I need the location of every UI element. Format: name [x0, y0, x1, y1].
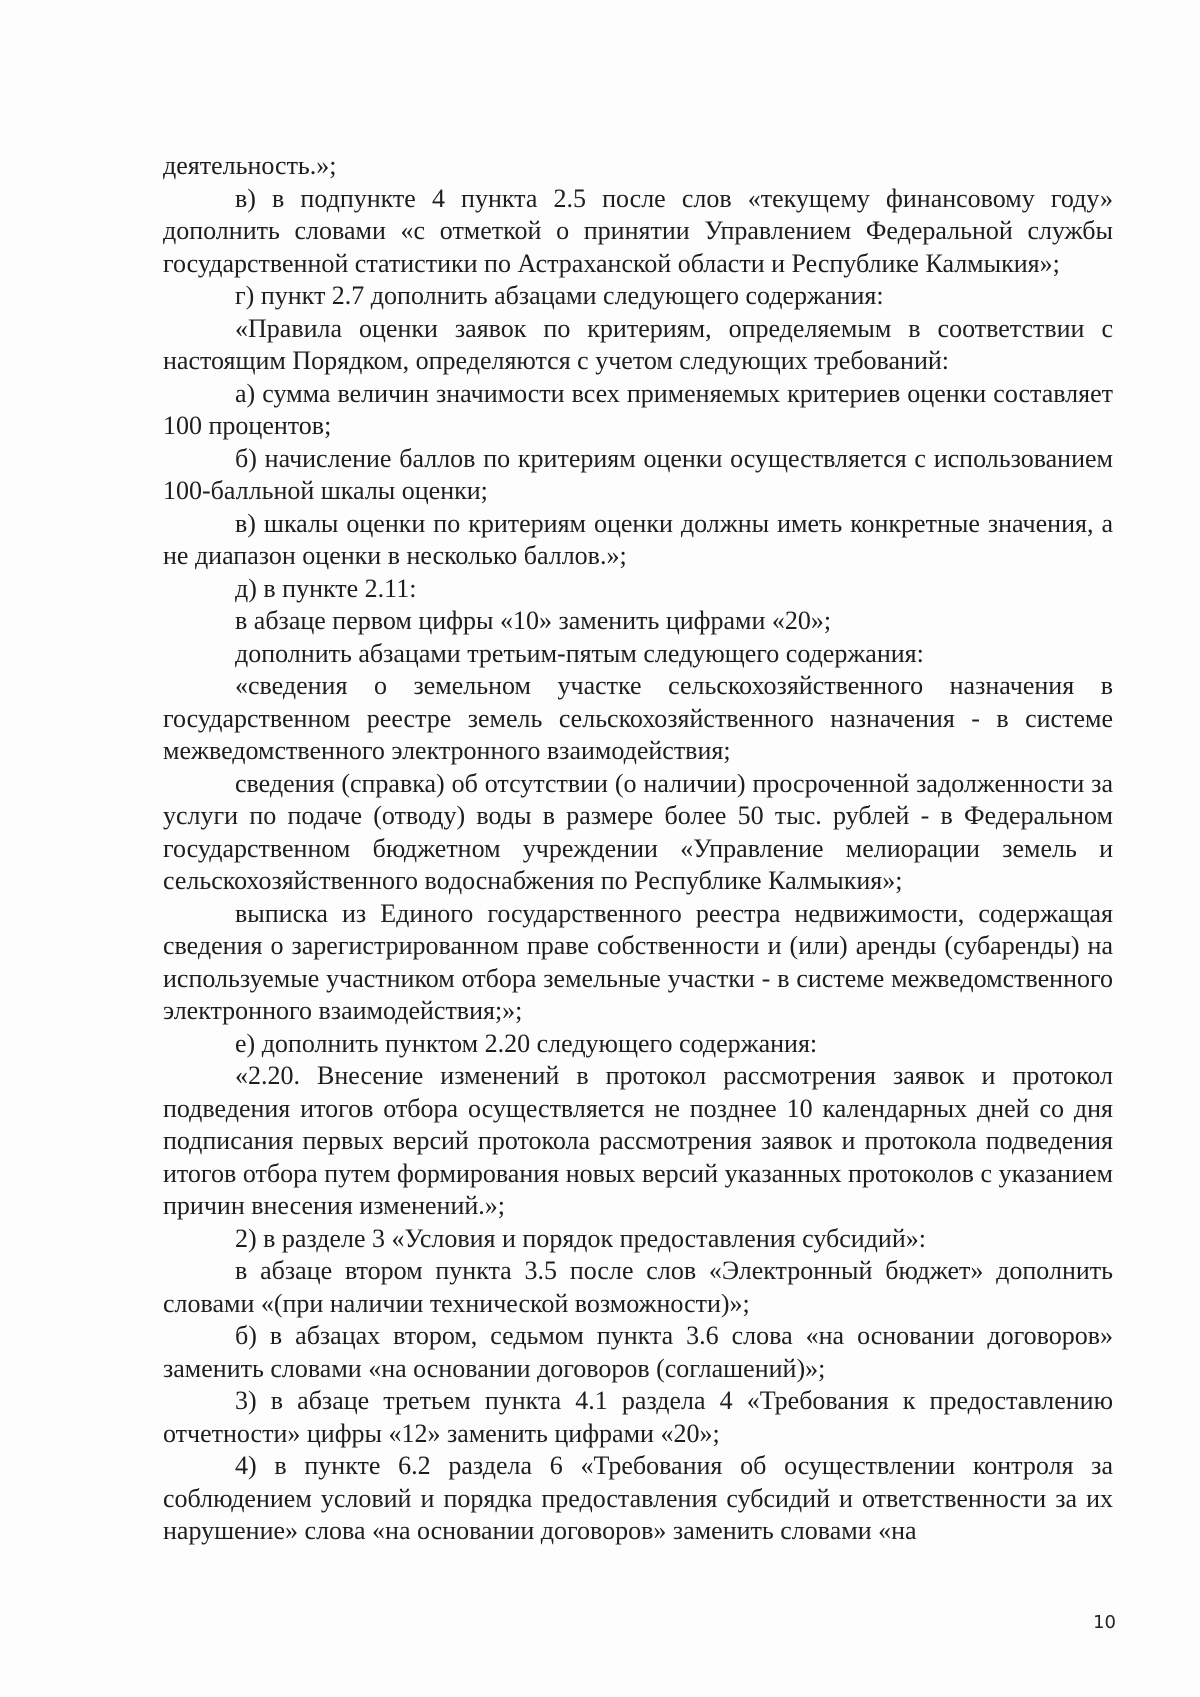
paragraph: в абзаце первом цифры «10» заменить цифрами «20»; [235, 606, 832, 635]
paragraph: е) дополнить пунктом 2.20 следующего содержания: [235, 1028, 818, 1058]
paragraph: в абзаце втором пункта 3.5 после слов «Электронный бюджет» дополнить словами «(при наличии технической возможности)»; [163, 1256, 1113, 1318]
page-number: 10 [1093, 1612, 1116, 1633]
paragraph: «Правила оценки заявок по критериям, определяемым в соответствии с настоящим Порядком, определяются с учетом следующих требований: [163, 313, 1113, 375]
paragraph: «2.20. Внесение изменений в протокол рассмотрения заявок и протокол подведения итогов отбора осуществляется не позднее 10 календарных дней со дня подписания первых версий протокола рассмотрения заявок и протокола подведения итогов отбора путем формирования новых версий указанных протоколов с указанием причин внесения изменений.»; [163, 1061, 1113, 1220]
paragraph: деятельность.»; [163, 151, 337, 180]
paragraph: «сведения о земельном участке сельскохозяйственного назначения в государственном реестре земель сельскохозяйственного назначения - в системе межведомственного электронного взаимодействия; [163, 671, 1113, 765]
paragraph: г) пункт 2.7 дополнить абзацами следующего содержания: [235, 281, 884, 310]
paragraph: б) начисление баллов по критериям оценки осуществляется с использованием 100-балльной шкалы оценки; [163, 443, 1113, 505]
paragraph: в) шкалы оценки по критериям оценки должны иметь конкретные значения, а не диапазон оценки в несколько баллов.»; [163, 508, 1113, 570]
paragraph: 3) в абзаце третьем пункта 4.1 раздела 4 «Требования к предоставлению отчетности» цифры «12» заменить цифрами «20»; [163, 1386, 1113, 1448]
paragraph: 2) в разделе 3 «Условия и порядок предоставления субсидий»: [235, 1223, 926, 1253]
paragraph: а) сумма величин значимости всех применяемых критериев оценки составляет 100 процентов; [163, 378, 1113, 440]
paragraph: д) в пункте 2.11: [235, 573, 417, 603]
document-body [163, 150, 1113, 1548]
paragraph: 4) в пункте 6.2 раздела 6 «Требования об осуществлении контроля за соблюдением условий и порядка предоставления субсидий и ответственности за их нарушение» слова «на основании договоров» заменить словами «на [163, 1451, 1113, 1545]
paragraph: сведения (справка) об отсутствии (о наличии) просроченной задолженности за услуги по подаче (отводу) воды в размере более 50 тыс. рублей - в Федеральном государственном бюджетном учреждении «Управление мелиорации земель и сельскохозяйственного водоснабжения по Республике Калмыкия»; [163, 768, 1113, 895]
paragraph: б) в абзацах втором, седьмом пункта 3.6 слова «на основании договоров» заменить словами «на основании договоров (соглашений)»; [163, 1321, 1113, 1383]
paragraph: в) в подпункте 4 пункта 2.5 после слов «текущему финансовому году» дополнить словами «с отметкой о принятии Управлением Федеральной службы государственной статистики по Астраханской области и Республике Калмыкия»; [163, 183, 1113, 278]
paragraph: дополнить абзацами третьим-пятым следующего содержания: [235, 638, 924, 668]
paragraph: выписка из Единого государственного реестра недвижимости, содержащая сведения о зарегистрированном праве собственности и (или) аренды (субаренды) на используемые участником отбора земельные участки - в системе межведомственного электронного взаимодействия;»; [163, 898, 1113, 1025]
